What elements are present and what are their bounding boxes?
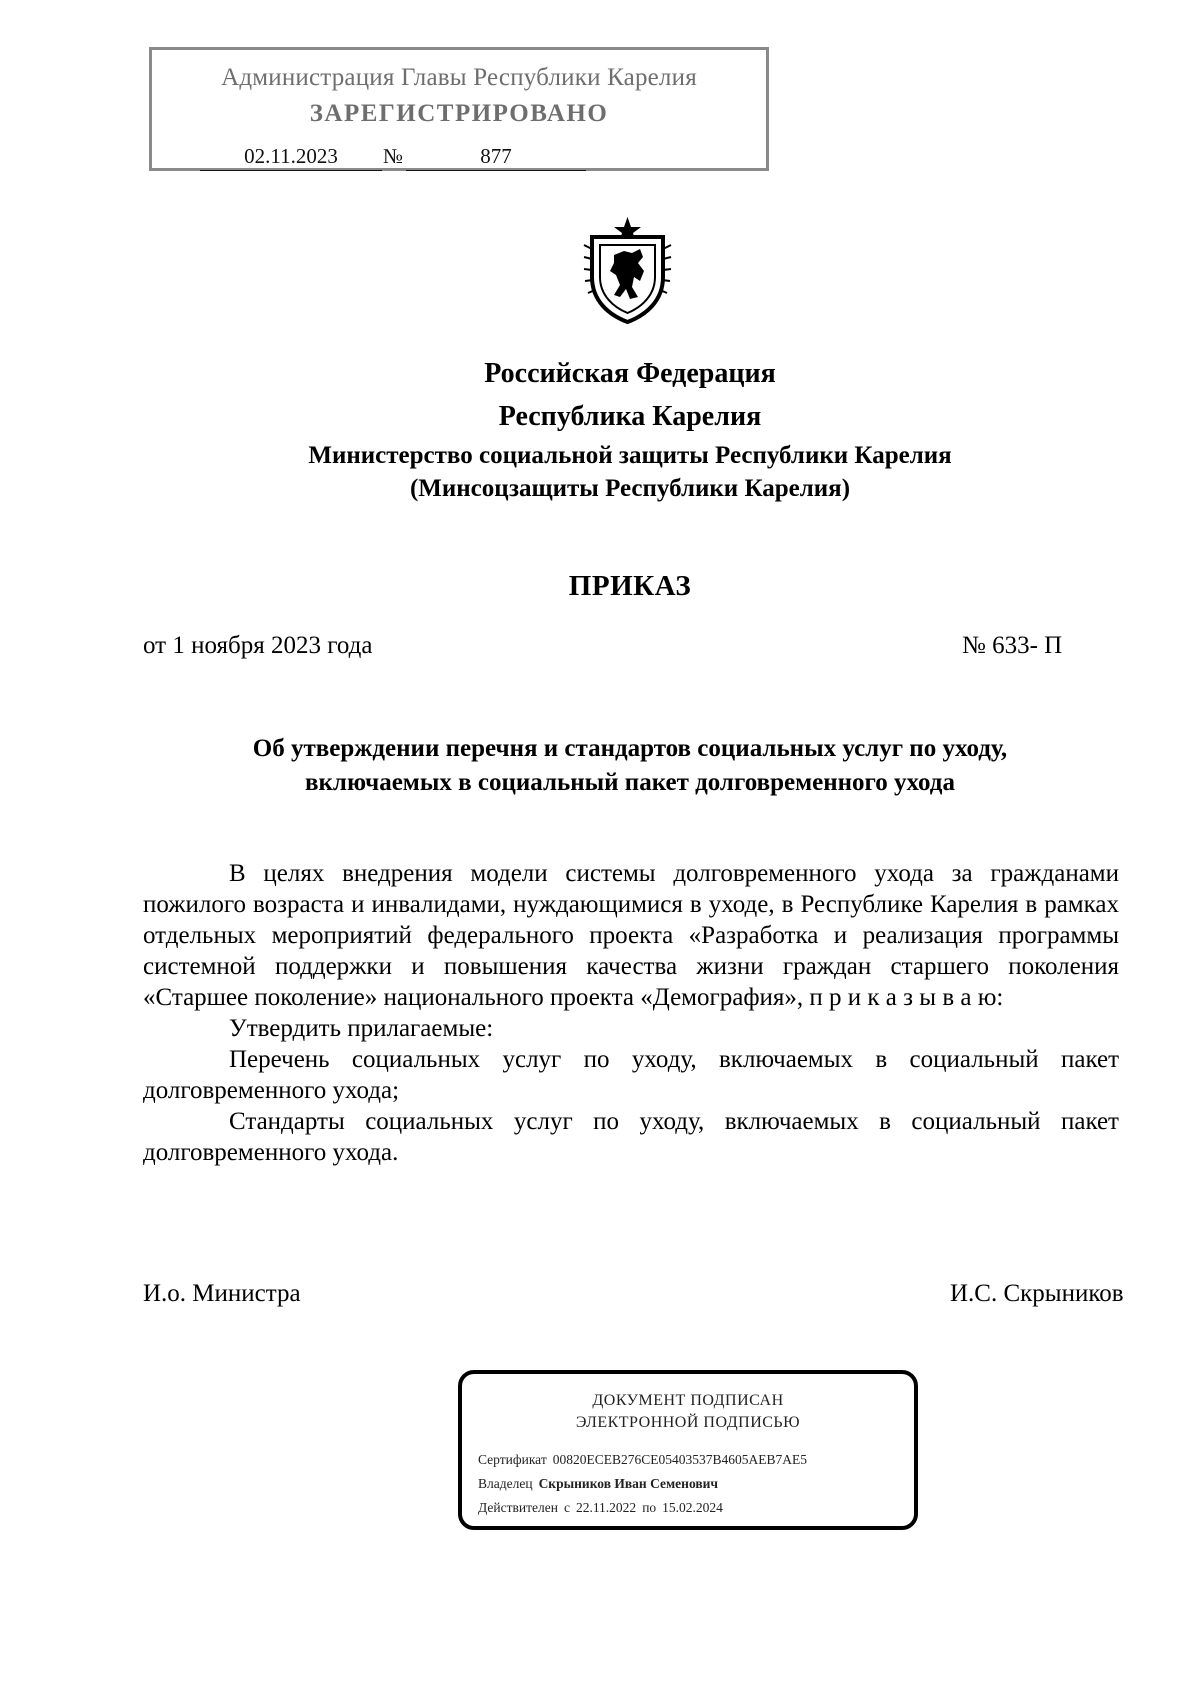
body-paragraph: Перечень социальных услуг по уходу, включаемых в социальный пакет долговременного ухода;	[143, 1046, 1119, 1104]
esig-certificate	[478, 1452, 807, 1468]
region-heading: Республика Карелия	[498, 401, 762, 432]
signer-title: И.о. Министра	[143, 1280, 301, 1307]
esig-valid-from-label: с	[563, 1500, 570, 1515]
order-date: от 1 ноября 2023 года	[143, 632, 373, 659]
electronic-signature-box	[458, 1370, 918, 1530]
ministry-heading: Министерство социальной защиты Республики Карелия	[308, 442, 952, 469]
stamp-organization: Администрация Главы Республики Карелия	[221, 64, 697, 91]
esig-validity	[478, 1500, 723, 1516]
body-paragraph: Утвердить прилагаемые:	[229, 1015, 494, 1042]
coat-of-arms-icon	[580, 215, 675, 325]
order-subject	[130, 732, 1130, 800]
esig-certificate-label: Сертификат	[478, 1452, 547, 1467]
order-number: № 633- П	[962, 632, 1063, 659]
esig-valid-from: 22.11.2022	[575, 1500, 637, 1515]
esig-owner	[478, 1476, 718, 1492]
stamp-number: 877	[406, 144, 586, 171]
esig-valid-to: 15.02.2024	[662, 1500, 723, 1515]
country-heading: Российская Федерация	[484, 358, 776, 389]
order-body	[143, 858, 1119, 1168]
body-paragraph: В целях внедрения модели системы долговременного ухода за гражданами пожилого возраста и инвалидами, нуждающимися в уходе, в Республике Карелия в рамках отдельных мероприятий федерального проекта «Разработка и реализация программы системной поддержки и повышения качества жизни граждан старшего поколения «Старшее поколение» национального проекта «Демография», п р и к а з ы в а ю:	[143, 860, 1119, 1011]
stamp-number-label: №	[383, 144, 404, 168]
ministry-short-heading: (Минсоцзащиты Республики Карелия)	[409, 475, 851, 502]
stamp-status: ЗАРЕГИСТРИРОВАНО	[309, 100, 609, 127]
document-type-title: ПРИКАЗ	[568, 570, 692, 602]
subject-line: включаемых в социальный пакет долговременного ухода	[305, 769, 955, 796]
subject-line: Об утверждении перечня и стандартов социальных услуг по уходу,	[252, 735, 1008, 762]
esig-valid-to-label: по	[642, 1500, 657, 1515]
signer-name: И.С. Скрыников	[950, 1280, 1124, 1307]
esig-heading: ДОКУМЕНТ ПОДПИСАН	[592, 1392, 784, 1409]
esig-validity-label: Действителен	[478, 1500, 558, 1515]
registration-stamp	[149, 47, 769, 171]
esig-certificate-value: 00820ECEB276CE05403537B4605AEB7AE5	[552, 1452, 807, 1467]
body-paragraph: Стандарты социальных услуг по уходу, включаемых в социальный пакет долговременного ухода.	[143, 1108, 1119, 1166]
esig-heading: ЭЛЕКТРОННОЙ ПОДПИСЬЮ	[575, 1414, 801, 1431]
esig-owner-value: Скрыников Иван Семенович	[538, 1476, 719, 1491]
esig-owner-label: Владелец	[478, 1476, 533, 1491]
stamp-date: 02.11.2023	[200, 144, 382, 171]
